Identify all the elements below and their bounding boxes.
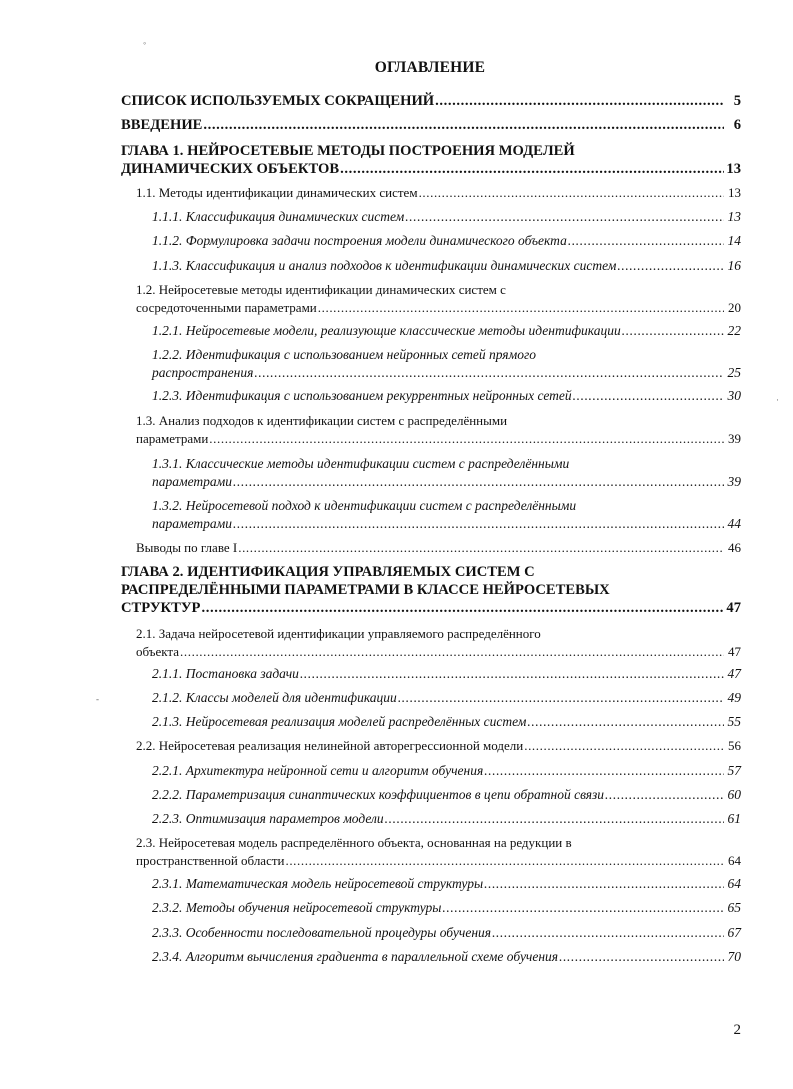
toc-entry-2-3-3[interactable]	[152, 924, 741, 942]
toc-entry-text: ВВЕДЕНИЕ	[121, 117, 203, 133]
leader-dots	[559, 948, 724, 966]
toc-page-number: 22	[727, 323, 741, 338]
toc-page-number: 47	[727, 666, 741, 681]
toc-entry-text: параметрами	[152, 516, 233, 531]
toc-entry-text: 1.3.2. Нейросетевой подход к идентификации систем с распределёнными	[152, 498, 577, 513]
leader-dots	[527, 713, 724, 731]
leader-dots	[419, 184, 724, 202]
leader-dots	[398, 689, 724, 707]
toc-entry-chapter-1-conclusions[interactable]	[136, 539, 741, 557]
scan-speck: ·	[776, 395, 779, 405]
leader-dots	[238, 539, 724, 557]
toc-entry-2-2[interactable]	[136, 737, 741, 755]
toc-entry-text: ГЛАВА 1. НЕЙРОСЕТЕВЫЕ МЕТОДЫ ПОСТРОЕНИЯ МОДЕЛЕЙ	[121, 143, 575, 159]
toc-entry-2-3-1[interactable]	[152, 875, 741, 893]
leader-dots	[442, 899, 724, 917]
page-number: 2	[733, 1022, 741, 1038]
toc-entry-1-1[interactable]	[136, 184, 741, 202]
toc-entry-text: 2.3.3. Особенности последовательной процедуры обучения	[152, 925, 492, 940]
toc-page-number: 67	[727, 925, 741, 940]
leader-dots	[573, 387, 724, 405]
toc-entry-text: 1.1.1. Классификация динамических систем	[152, 209, 405, 224]
toc-entry-2-1-1[interactable]	[152, 665, 741, 683]
toc-entry-text: 2.1. Задача нейросетевой идентификации управляемого распределённого	[136, 626, 541, 641]
toc-entry-text: распространения	[152, 365, 254, 380]
toc-page-number: 61	[727, 811, 741, 826]
toc-entry-2-3-4[interactable]	[152, 948, 741, 966]
toc-entry-text: 1.2.3. Идентификация с использованием рекуррентных нейронных сетей	[152, 388, 572, 403]
leader-dots	[209, 430, 724, 448]
toc-entry-1-2-2[interactable]	[152, 346, 741, 382]
leader-dots	[484, 875, 724, 893]
toc-entry-text: 2.2. Нейросетевая реализация нелинейной авторегрессионной модели	[136, 738, 524, 753]
toc-page-number: 44	[727, 516, 741, 531]
toc-page-number: 39	[728, 431, 741, 446]
toc-entry-1-3-2[interactable]	[152, 497, 741, 533]
toc-entry-text: 2.1.1. Постановка задачи	[152, 666, 299, 681]
toc-entry-text: 2.2.2. Параметризация синаптических коэффициентов в цепи обратной связи	[152, 787, 605, 802]
leader-dots	[484, 762, 724, 780]
toc-entry-text: 2.1.3. Нейросетевая реализация моделей распределённых систем	[152, 714, 527, 729]
toc-entry-text: 2.1.2. Классы моделей для идентификации	[152, 690, 397, 705]
toc-entry-2-1[interactable]	[136, 625, 741, 661]
toc-entry-1-1-2[interactable]	[152, 232, 741, 250]
toc-entry-text: 1.3.1. Классические методы идентификации систем с распределёнными	[152, 456, 570, 471]
leader-dots	[568, 232, 724, 250]
toc-page-number: 25	[727, 365, 741, 380]
leader-dots	[201, 599, 724, 617]
toc-entry-text: 2.3.1. Математическая модель нейросетевой структуры	[152, 876, 484, 891]
toc-entry-text: параметрами	[152, 474, 233, 489]
toc-entry-2-1-3[interactable]	[152, 713, 741, 731]
toc-entry-text: ДИНАМИЧЕСКИХ ОБЪЕКТОВ	[121, 161, 340, 177]
toc-entry-1-2-1[interactable]	[152, 322, 741, 340]
toc-entry-text: сосредоточенными параметрами	[136, 300, 317, 315]
toc-page-number: 56	[728, 738, 741, 753]
leader-dots	[254, 364, 724, 382]
toc-entry-text: 1.1.3. Классификация и анализ подходов к идентификации динамических систем	[152, 258, 617, 273]
leader-dots	[435, 92, 724, 110]
leader-dots	[605, 786, 724, 804]
leader-dots	[617, 257, 724, 275]
toc-entry-text: ГЛАВА 2. ИДЕНТИФИКАЦИЯ УПРАВЛЯЕМЫХ СИСТЕМ С	[121, 564, 535, 580]
toc-page-number: 65	[727, 900, 741, 915]
leader-dots	[340, 160, 724, 178]
toc-entry-chapter-1[interactable]	[121, 142, 741, 178]
toc-entry-text: 1.2.1. Нейросетевые модели, реализующие классические методы идентификации	[152, 323, 621, 338]
toc-entry-text: 2.2.1. Архитектура нейронной сети и алгоритм обучения	[152, 763, 484, 778]
toc-entry-1-3-1[interactable]	[152, 455, 741, 491]
toc-page-number: 46	[728, 540, 741, 555]
toc-entry-text: РАСПРЕДЕЛЁННЫМИ ПАРАМЕТРАМИ В КЛАССЕ НЕЙРОСЕТЕВЫХ	[121, 582, 610, 598]
toc-entry-text: параметрами	[136, 431, 209, 446]
toc-page-number: 5	[733, 93, 741, 109]
toc-page-number: 64	[727, 876, 741, 891]
toc-entry-text: 1.2.2. Идентификация с использованием нейронных сетей прямого	[152, 347, 536, 362]
leader-dots	[233, 515, 724, 533]
leader-dots	[285, 852, 724, 870]
leader-dots	[622, 322, 724, 340]
toc-page-number: 13	[728, 185, 741, 200]
toc-page-number: 14	[727, 233, 741, 248]
toc-entry-text: 2.3. Нейросетевая модель распределённого объекта, основанная на редукции в	[136, 835, 572, 850]
leader-dots	[233, 473, 724, 491]
toc-entry-1-2-3[interactable]	[152, 387, 741, 405]
leader-dots	[203, 116, 724, 134]
toc-entry-1-2[interactable]	[136, 281, 741, 317]
toc-entry-1-1-1[interactable]	[152, 208, 741, 226]
toc-entry-2-3[interactable]	[136, 834, 741, 870]
leader-dots	[180, 643, 724, 661]
toc-entry-text: 1.3. Анализ подходов к идентификации систем с распределёнными	[136, 413, 508, 428]
toc-page-number: 70	[727, 949, 741, 964]
leader-dots	[300, 665, 724, 683]
toc-page-number: 39	[727, 474, 741, 489]
toc-page-number: 60	[727, 787, 741, 802]
toc-entry-text: СТРУКТУР	[121, 600, 201, 616]
leader-dots	[405, 208, 724, 226]
toc-entry-abbreviations[interactable]	[121, 92, 741, 110]
toc-entry-text: СПИСОК ИСПОЛЬЗУЕМЫХ СОКРАЩЕНИЙ	[121, 93, 435, 109]
toc-page-number: 47	[726, 600, 741, 616]
toc-entry-text: пространственной области	[136, 853, 285, 868]
scan-speck: ◦	[143, 38, 147, 48]
leader-dots	[318, 299, 724, 317]
toc-entry-2-2-1[interactable]	[152, 762, 741, 780]
toc-entry-text: 1.1. Методы идентификации динамических систем	[136, 185, 418, 200]
toc-entry-text: 1.2. Нейросетевые методы идентификации динамических систем с	[136, 282, 506, 297]
toc-page-number: 55	[727, 714, 741, 729]
toc-entry-2-1-2[interactable]	[152, 689, 741, 707]
toc-entry-chapter-2[interactable]	[121, 563, 741, 617]
leader-dots	[524, 737, 724, 755]
leader-dots	[492, 924, 724, 942]
toc-entry-text: объекта	[136, 644, 180, 659]
toc-entry-1-3[interactable]	[136, 412, 741, 448]
toc-title: ОГЛАВЛЕНИЕ	[374, 59, 486, 76]
toc-page-number: 20	[728, 300, 741, 315]
toc-page-number: 30	[727, 388, 741, 403]
toc-page-number: 13	[726, 161, 741, 177]
toc-page-number: 6	[733, 117, 741, 133]
leader-dots	[385, 810, 724, 828]
toc-entry-text: 1.1.2. Формулировка задачи построения модели динамического объекта	[152, 233, 567, 248]
toc-entry-2-2-2[interactable]	[152, 786, 741, 804]
toc-page-number: 64	[728, 853, 741, 868]
toc-page-number: 49	[727, 690, 741, 705]
toc-entry-text: 2.2.3. Оптимизация параметров модели	[152, 811, 384, 826]
toc-entry-text: Выводы по главе I	[136, 540, 238, 555]
toc-page-number: 13	[727, 209, 741, 224]
toc-entry-text: 2.3.4. Алгоритм вычисления градиента в параллельной схеме обучения	[152, 949, 559, 964]
toc-entry-2-2-3[interactable]	[152, 810, 741, 828]
toc-entry-introduction[interactable]	[121, 116, 741, 134]
toc-entry-2-3-2[interactable]	[152, 899, 741, 917]
toc-page-number: 47	[728, 644, 741, 659]
toc-entry-text: 2.3.2. Методы обучения нейросетевой структуры	[152, 900, 442, 915]
toc-page-number: 57	[727, 763, 741, 778]
toc-entry-1-1-3[interactable]	[152, 257, 741, 275]
toc-page-number: 16	[727, 258, 741, 273]
scan-speck: -	[96, 694, 99, 704]
